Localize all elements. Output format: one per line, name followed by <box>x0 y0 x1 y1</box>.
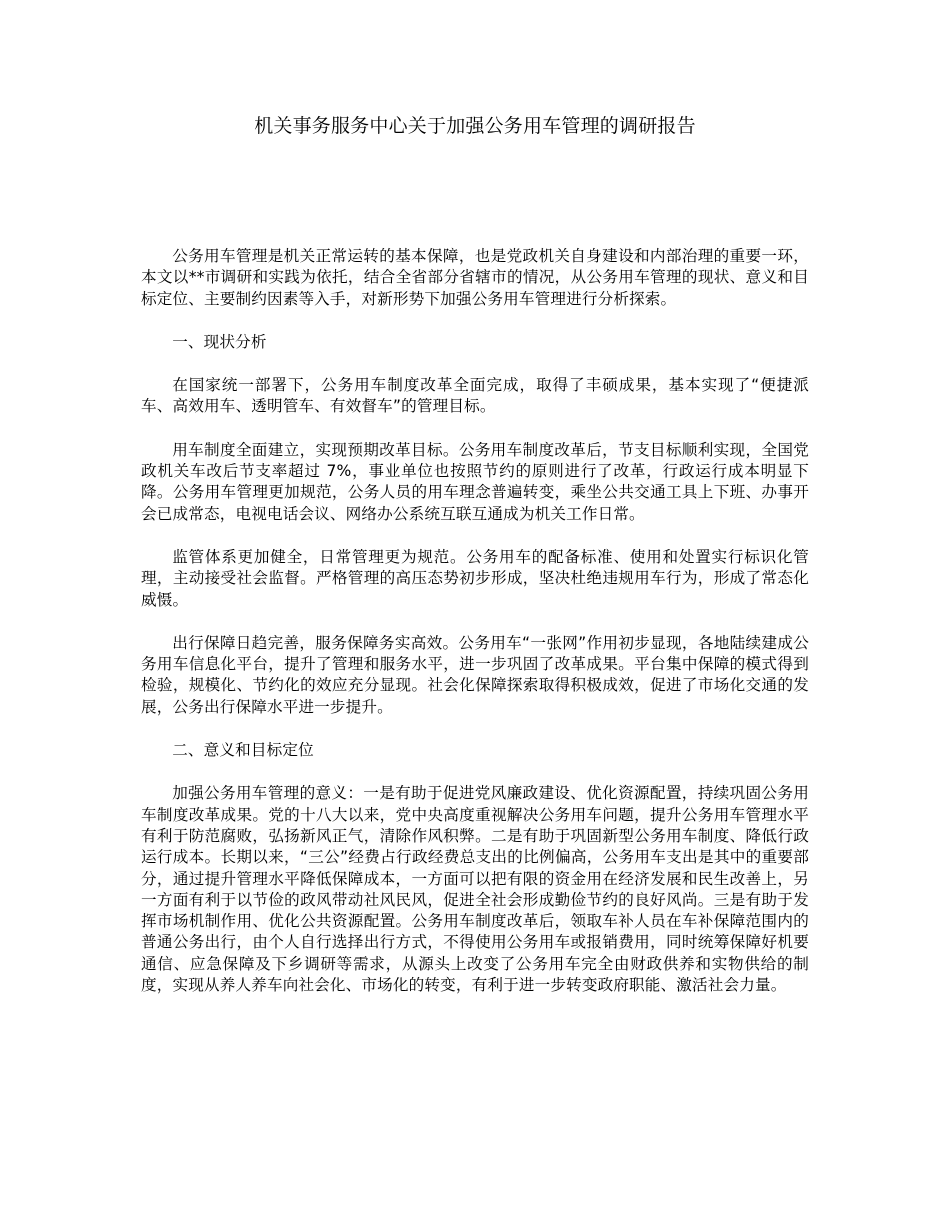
section-heading-significance: 二、意义和目标定位 <box>172 741 314 760</box>
paragraph-significance: 加强公务用车管理的意义：一是有助于促进党风廉政建设、优化资源配置，持续巩固公务用车制度改革成果。党的十八大以来，党中央高度重视解决公务用车问题，提升公务用车管理水平有利于防范腐败，弘扬新风正气，清除作风积弊。二是有助于巩固新型公务用车制度、降低行政运行成本。长期以来，“三公”经费占行政经费总支出的比例偏高，公务用车支出是其中的重要部分，通过提升管理水平降低保障成本，一方面可以把有限的资金用在经济发展和民生改善上，另一方面有利于以节俭的政风带动社风民风，促进全社会形成勤俭节约的良好风尚。三是有助于发挥市场机制作用、优化公共资源配置。公务用车制度改革后，领取车补人员在车补保障范围内的普通公务出行，由个人自行选择出行方式，不得使用公务用车或报销费用，同时统筹保障好机要通信、应急保障及下乡调研等需求，从源头上改变了公务用车完全由财政供养和实物供给的制度，实现从养人养车向社会化、市场化的转变，有利于进一步转变政府职能、激活社会力量。 <box>141 784 809 995</box>
paragraph-intro: 公务用车管理是机关正常运转的基本保障，也是党政机关自身建设和内部治理的重要一环，本文以**市调研和实践为依托，结合全省部分省辖市的情况，从公务用车管理的现状、意义和目标定位、主要制约因素等入手，对新形势下加强公务用车管理进行分析探索。 <box>141 247 809 308</box>
paragraph-supervision: 监管体系更加健全，日常管理更为规范。公务用车的配备标准、使用和处置实行标识化管理，主动接受社会监督。严格管理的高压态势初步形成，坚决杜绝违规用车行为，形成了常态化威慑。 <box>141 547 809 609</box>
paragraph-status-summary: 在国家统一部署下，公务用车制度改革全面完成，取得了丰硕成果，基本实现了“便捷派车、高效用车、透明管车、有效督车”的管理目标。 <box>141 376 809 416</box>
document-title: 机关事务服务中心关于加强公务用车管理的调研报告 <box>254 115 696 137</box>
section-heading-status: 一、现状分析 <box>172 332 267 351</box>
document-body <box>141 246 809 1018</box>
paragraph-system-established: 用车制度全面建立，实现预期改革目标。公务用车制度改革后，节支目标顺利实现，全国党政机关车改后节支率超过 7%，事业单位也按照节约的原则进行了改革，行政运行成本明显下降。公务用车管理更加规范，公务人员的用车理念普遍转变，乘坐公共交通工具上下班、办事开会已成常态，电视电话会议、网络办公系统互联互通成为机关工作日常。 <box>141 440 809 523</box>
paragraph-travel-support: 出行保障日趋完善，服务保障务实高效。公务用车“一张网”作用初步显现，各地陆续建成公务用车信息化平台，提升了管理和服务水平，进一步巩固了改革成果。平台集中保障的模式得到检验，规模化、节约化的效应充分显现。社会化保障探索取得积极成效，促进了市场化交通的发展，公务出行保障水平进一步提升。 <box>141 633 809 716</box>
